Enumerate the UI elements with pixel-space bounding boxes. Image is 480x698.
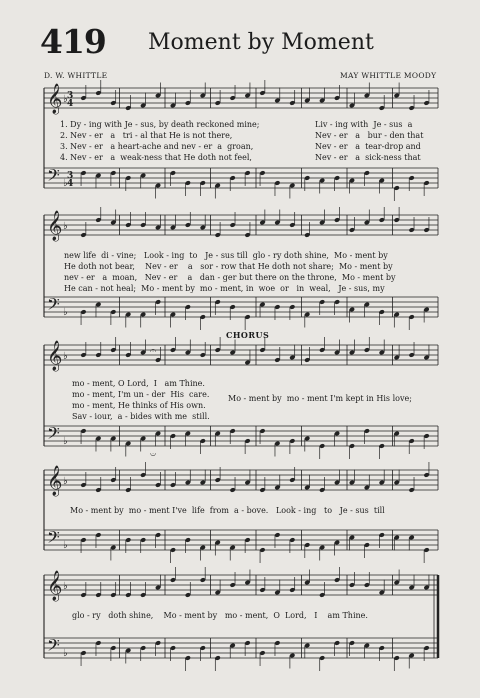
treble-clef-icon: 𝄞 [47, 571, 63, 601]
flat-icon: ♭ [63, 178, 68, 189]
lyric-line: He can - not heal; Mo - ment by mo - ment, in woe or in weal, Je - sus, my [64, 284, 385, 293]
lyric-line: 3. Nev - er a heart-ache and nev - er a groan, [60, 142, 254, 151]
bass-clef-icon: 𝄢 [47, 165, 60, 189]
lyric-line: mo - ment, I'm un - der His care. [72, 390, 210, 399]
treble-clef-icon: 𝄞 [47, 341, 63, 371]
chorus-lyric-line: Mo - ment by mo - ment I've life from a - bove. Look - ing to Je - sus till [70, 506, 385, 515]
lyric-line: 4. Nev - er a weak-ness that He doth not feel, [60, 153, 252, 162]
flat-icon: ♭ [63, 221, 68, 232]
lyric-line: Liv - ing with Je - sus a [315, 120, 413, 129]
svg-text:4: 4 [67, 99, 74, 109]
bass-clef-icon: 𝄢 [47, 294, 60, 318]
treble-clef-icon: 𝄞 [47, 211, 63, 241]
music-credit: MAY WHITTLE MOODY [340, 71, 437, 80]
bass-clef-icon: 𝄢 [47, 635, 60, 659]
svg-text:4: 4 [67, 179, 74, 189]
time-signature: 3 [67, 91, 74, 101]
fermata-icon: 𝄐 [150, 344, 157, 357]
lyric-line: He doth not bear, Nev - er a sor - row that He doth not share; Mo - ment by [64, 262, 393, 271]
chorus-lyric-line: glo - ry doth shine, Mo - ment by mo - ment, O Lord, I am Thine. [72, 611, 368, 620]
chorus-lyric-line: Mo - ment by mo - ment I'm kept in His love; [228, 394, 412, 403]
flat-icon: ♭ [63, 540, 68, 551]
lyric-line: Nev - er a tear-drop and [315, 142, 421, 151]
flat-icon: ♭ [63, 581, 68, 592]
treble-clef-icon: 𝄞 [47, 466, 63, 496]
bass-clef-icon: 𝄢 [47, 423, 60, 447]
hymn-title: Moment by Moment [148, 30, 374, 55]
flat-icon: ♭ [63, 648, 68, 659]
lyric-line: Nev - er a sick-ness that [315, 153, 421, 162]
lyric-line: 2. Nev - er a tri - al that He is not there, [60, 131, 233, 140]
chorus-label: CHORUS [226, 330, 270, 340]
fermata-icon: 𝄑 [150, 448, 157, 461]
hymn-number: 419 [40, 22, 106, 61]
flat-icon: ♭ [63, 351, 68, 362]
lyric-line: Nev - er a bur - den that [315, 131, 424, 140]
flat-icon: ♭ [63, 476, 68, 487]
flat-icon: ♭ [63, 436, 68, 447]
flat-icon: ♭ [63, 94, 68, 105]
lyric-line: mo - ment, O Lord, I am Thine. [72, 379, 205, 388]
bass-clef-icon: 𝄢 [47, 527, 60, 551]
lyric-line: 1. Dy - ing with Je - sus, by death reckoned mine; [60, 120, 260, 129]
lyric-line: mo - ment, He thinks of His own. [72, 401, 206, 410]
lyric-line: new life di - vine; Look - ing to Je - sus till glo - ry doth shine, Mo - ment by [64, 251, 388, 260]
flat-icon: ♭ [63, 307, 68, 318]
lyric-line: Sav - iour, a - bides with me still. [72, 412, 210, 421]
treble-clef-icon: 𝄞 [47, 84, 63, 114]
words-credit: D. W. WHITTLE [44, 71, 108, 80]
time-signature: 3 [67, 171, 74, 181]
lyric-line: nev - er a moan, Nev - er a dan - ger but there on the throne, Mo - ment by [64, 273, 396, 282]
